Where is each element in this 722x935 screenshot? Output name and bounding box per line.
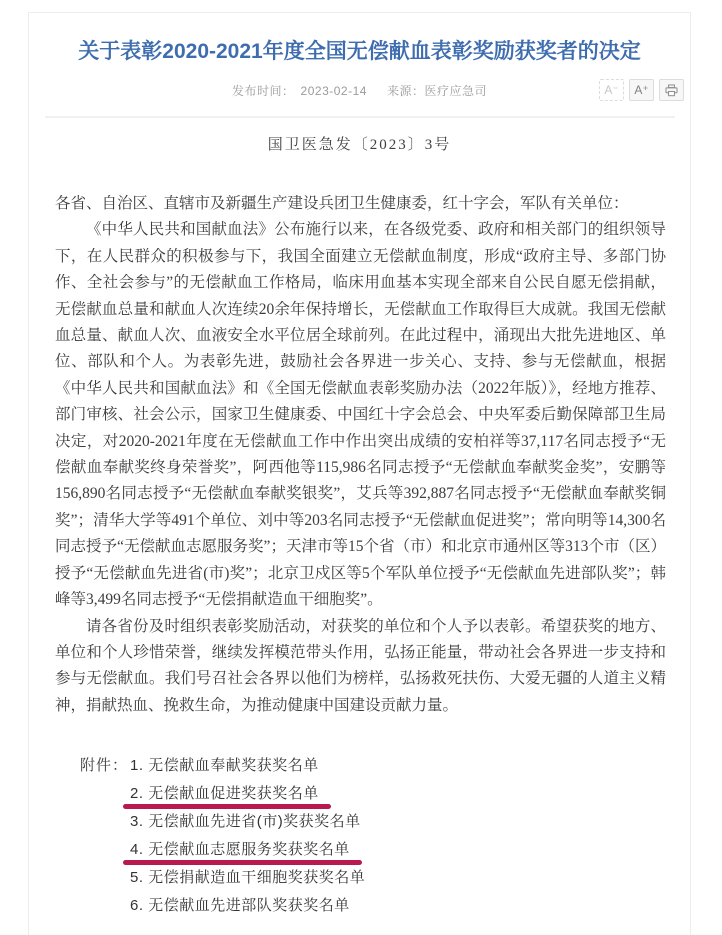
article-meta [29,82,690,99]
header-divider [45,116,675,118]
attachments-section [80,752,690,920]
publish-time-label: 发布时间： [232,84,295,98]
attachments-list [130,752,365,920]
source-label: 来源： [386,84,425,98]
attachment-item-4[interactable] [130,836,365,864]
font-toolbar [599,79,684,101]
attachment-item-6[interactable] [130,892,365,920]
attachment-link-text: 4. 无偿献血志愿服务奖获奖名单 [130,841,350,859]
print-button[interactable] [659,79,684,101]
document-number: 国卫医急发〔2023〕3号 [267,137,452,153]
attachment-item-2[interactable] [130,780,365,808]
document-body [55,191,666,719]
article-title: 关于表彰2020-2021年度全国无偿献血表彰奖励获奖者的决定 [78,40,641,63]
attachment-item-1[interactable] [130,752,365,780]
attachment-link-text: 6. 无偿献血先进部队奖获奖名单 [130,897,350,915]
body-paragraph-1: 《中华人民共和国献血法》公布施行以来，在各级党委、政府和相关部门的组织领导下，在人民群众的积极参与下，我国全面建立无偿献血制度，形成“政府主导、多部门协作、全社会参与”的无偿献血工作格局，临床用血基本实现全部来自公民自愿无偿捐献，无偿献血总量和献血人次连续20余年保持增长，无偿献血工作取得巨大成就。我国无偿献血总量、献血人次、血液安全水平位居全球前列。在此过程中，涌现出大批先进地区、单位、部队和个人。为表彰先进，鼓励社会各界进一步关心、支持、参与无偿献血，根据《中华人民共和国献血法》和《全国无偿献血表彰奖励办法（2022年版）》，经地方推荐、部门审核、社会公示，国家卫生健康委、中国红十字会总会、中央军委后勤保障部卫生局决定，对2020-2021年度在无偿献血工作中作出突出成绩的安柏祥等37,117名同志授予“无偿献血奉献奖终身荣誉奖”，阿西他等115,986名同志授予“无偿献血奉献奖金奖”，安鹏等156,890名同志授予“无偿献血奉献奖银奖”，艾兵等392,887名同志授予“无偿献血奉献奖铜奖”；清华大学等491个单位、刘中等203名同志授予“无偿献血促进奖”；常向明等14,300名同志授予“无偿献血志愿服务奖”；天津市等15个省（市）和北京市通州区等313个市（区）授予“无偿献血先进省(市)奖”；北京卫戍区等5个军队单位授予“无偿献血先进部队奖”；韩峰等3,499名同志授予“无偿捐献造血干细胞奖”。 [55,221,666,609]
publish-time-value: 2023-02-14 [300,84,367,98]
font-increase-icon: A⁺ [634,83,649,97]
salutation: 各省、自治区、直辖市及新疆生产建设兵团卫生健康委，红十字会，军队有关单位： [55,195,629,212]
attachment-link-text: 5. 无偿捐献造血干细胞奖获奖名单 [130,869,366,887]
attachment-link-text: 3. 无偿献血先进省(市)奖获奖名单 [130,813,361,831]
article-container [28,12,691,935]
source-value: 医疗应急司 [424,84,487,98]
printer-icon [665,84,678,97]
attachment-link-text: 1. 无偿献血奉献奖获奖名单 [130,757,319,775]
attachment-link-text: 2. 无偿献血促进奖获奖名单 [130,785,319,803]
font-increase-button[interactable] [629,79,654,101]
attachments-label: 附件： [80,758,129,775]
font-decrease-icon: A⁻ [604,83,619,97]
body-paragraph-2: 请各省份及时组织表彰奖励活动，对获奖的单位和个人予以表彰。希望获奖的地方、单位和个人珍惜荣誉，继续发挥模范带头作用，弘扬正能量，带动社会各界进一步支持和参与无偿献血。我们号召社会各界以他们为榜样，弘扬救死扶伤、大爱无疆的人道主义精神，捐献热血、挽救生命，为推动健康中国建设贡献力量。 [55,617,666,714]
attachment-item-3[interactable] [130,808,365,836]
attachment-item-5[interactable] [130,864,365,892]
font-decrease-button[interactable] [599,79,624,101]
